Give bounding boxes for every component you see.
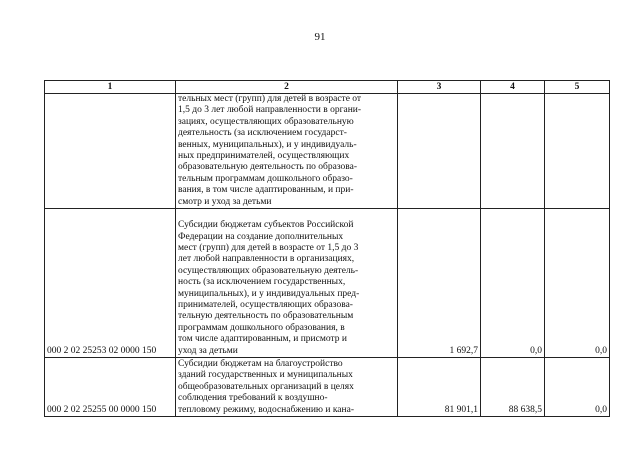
row-value-col3	[398, 94, 481, 209]
row-name-line: тепловому режиму, водоснабжению и кана-	[178, 404, 354, 415]
row-name-line: тельных мест (групп) для детей в возрасте от	[178, 94, 362, 104]
row-name-line: тельную деятельность по образовательным	[178, 311, 354, 322]
table-header-row	[45, 81, 610, 94]
row-value-col4: 0,0	[481, 209, 545, 358]
row-name-line: Федерации на создание дополнительных	[178, 231, 344, 242]
row-name-line: образовательную деятельность по образова-	[178, 162, 358, 173]
row-name-line: соблюдения требований к воздушно-	[178, 393, 328, 404]
row-value-col4	[481, 94, 545, 209]
row-value-col5: 0,0	[545, 358, 610, 417]
row-name-line: принимателей, осуществляющих образова-	[178, 300, 353, 311]
row-name-line: лет любой направленности в организациях,	[178, 254, 355, 265]
row-name-line: венных, муниципальных), и у индивидуаль-	[178, 139, 357, 150]
budget-table	[44, 80, 610, 417]
row-name-line: смотр и уход за детьми	[178, 196, 272, 207]
row-name-line: тельным программам дошкольного образо-	[178, 173, 353, 184]
header-col-2: 2	[176, 81, 398, 94]
row-name-line: муниципальных), и у индивидуальных пред-	[178, 288, 360, 299]
row-name-line: том числе адаптированным, и присмотр и	[178, 334, 347, 345]
header-col-4: 4	[481, 81, 545, 94]
page-number: 91	[314, 31, 326, 43]
row-value-col5	[545, 94, 610, 209]
row-name-line: программам дошкольного образования, в	[178, 322, 345, 333]
row-name-line: осуществляющих образовательную деятель-	[178, 265, 359, 276]
row-name-line: ность (за исключением государственных,	[178, 277, 346, 288]
row-value-col3: 1 692,7	[398, 209, 481, 358]
row-name-line: 1,5 до 3 лет любой направленности в органи-	[178, 105, 362, 116]
row-value-col3: 81 901,1	[398, 358, 481, 417]
row-code: 000 2 02 25253 02 0000 150	[45, 209, 176, 358]
row-name-line: деятельность (за исключением государст-	[178, 128, 347, 139]
row-value-col4: 88 638,5	[481, 358, 545, 417]
row-name	[176, 358, 398, 417]
row-code	[45, 94, 176, 209]
row-name-line: Субсидии бюджетам субъектов Российской	[178, 220, 354, 231]
row-name-line: общеобразовательных организаций в целях	[178, 381, 354, 392]
row-name-line: Субсидии бюджетам на благоустройство	[178, 359, 343, 370]
row-name-line: уход за детьми	[178, 345, 238, 356]
row-name-line: мест (групп) для детей в возрасте от 1,5 до 3	[178, 243, 359, 253]
row-name	[176, 209, 398, 358]
row-name-line: вания, в том числе адаптированным, и при-	[178, 185, 354, 196]
header-col-3: 3	[398, 81, 481, 94]
table-row	[45, 94, 610, 209]
header-col-5: 5	[545, 81, 610, 94]
table-row	[45, 358, 610, 417]
row-name	[176, 94, 398, 209]
row-name-line: ных предпринимателей, осуществляющих	[178, 151, 350, 162]
header-col-1: 1	[45, 81, 176, 94]
row-value-col5: 0,0	[545, 209, 610, 358]
table-row	[45, 209, 610, 358]
row-name-line: зданий государственных и муниципальных	[178, 370, 353, 381]
row-name-line: зациях, осуществляющих образовательную	[178, 116, 354, 127]
row-code: 000 2 02 25255 00 0000 150	[45, 358, 176, 417]
